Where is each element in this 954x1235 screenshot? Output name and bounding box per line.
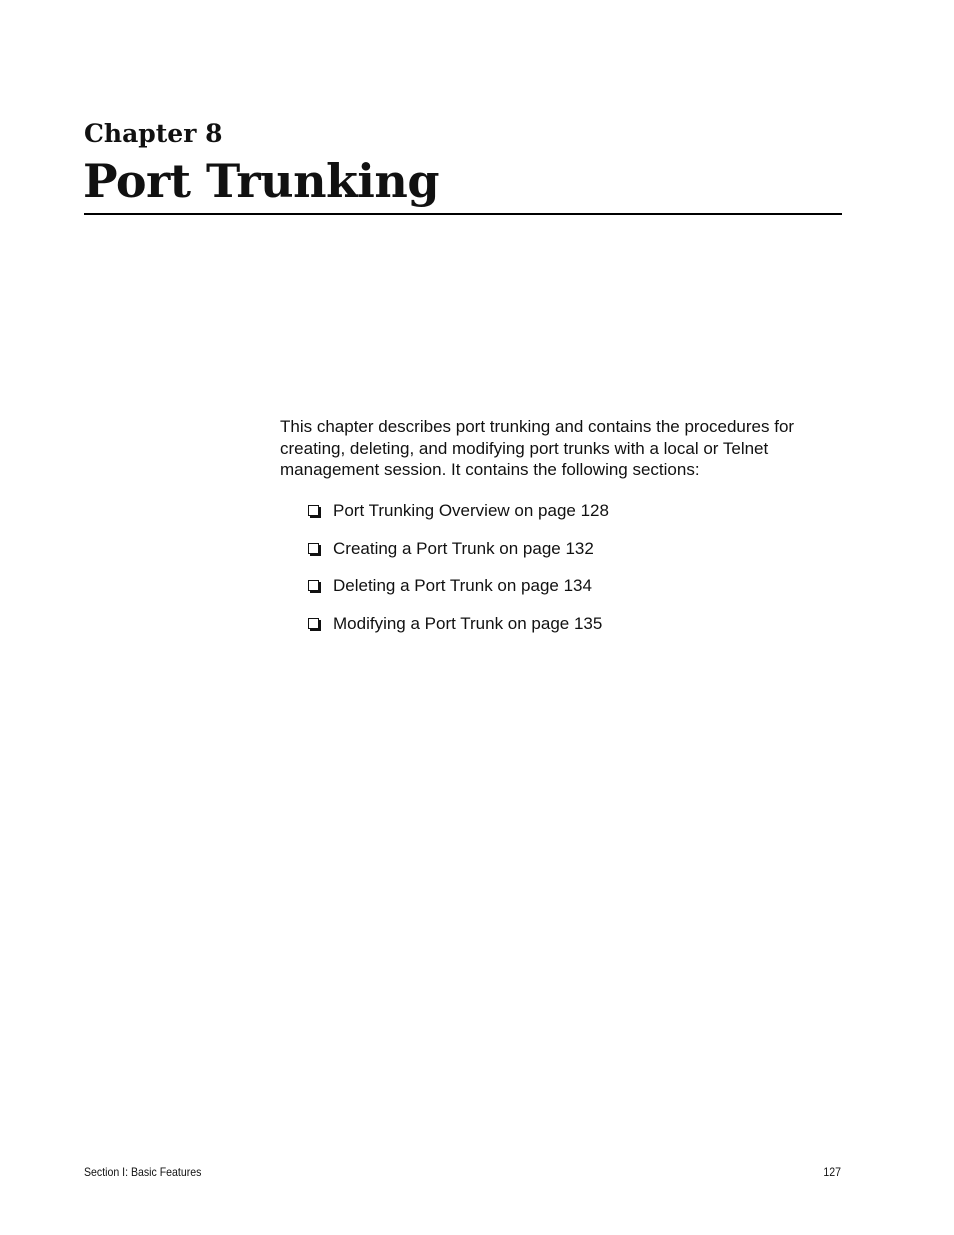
footer-page-number: 127 (823, 1165, 841, 1179)
checkbox-icon (308, 580, 319, 591)
intro-paragraph: This chapter describes port trunking and contains the procedures for creating, deleting, and modifying port trunks with a local or Telnet management session. It contains the following sections: (280, 417, 795, 479)
checkbox-icon (308, 618, 319, 629)
section-link-label[interactable]: Deleting a Port Trunk on page 134 (333, 576, 592, 595)
title-rule (84, 213, 842, 215)
section-link-label[interactable]: Modifying a Port Trunk on page 135 (333, 613, 603, 633)
section-link-label[interactable]: Creating a Port Trunk on page 132 (333, 538, 594, 558)
section-link-label[interactable]: Port Trunking Overview on page 128 (333, 501, 609, 520)
chapter-label: Chapter 8 (84, 119, 223, 148)
list-item[interactable] (308, 575, 609, 613)
chapter-title: Port Trunking (83, 154, 439, 208)
checkbox-icon (308, 543, 319, 554)
footer-section-name: Section I: Basic Features (84, 1165, 202, 1179)
list-item[interactable] (308, 500, 609, 538)
list-item[interactable] (308, 538, 609, 576)
list-item[interactable] (308, 613, 609, 651)
section-list (308, 500, 609, 650)
checkbox-icon (308, 505, 319, 516)
